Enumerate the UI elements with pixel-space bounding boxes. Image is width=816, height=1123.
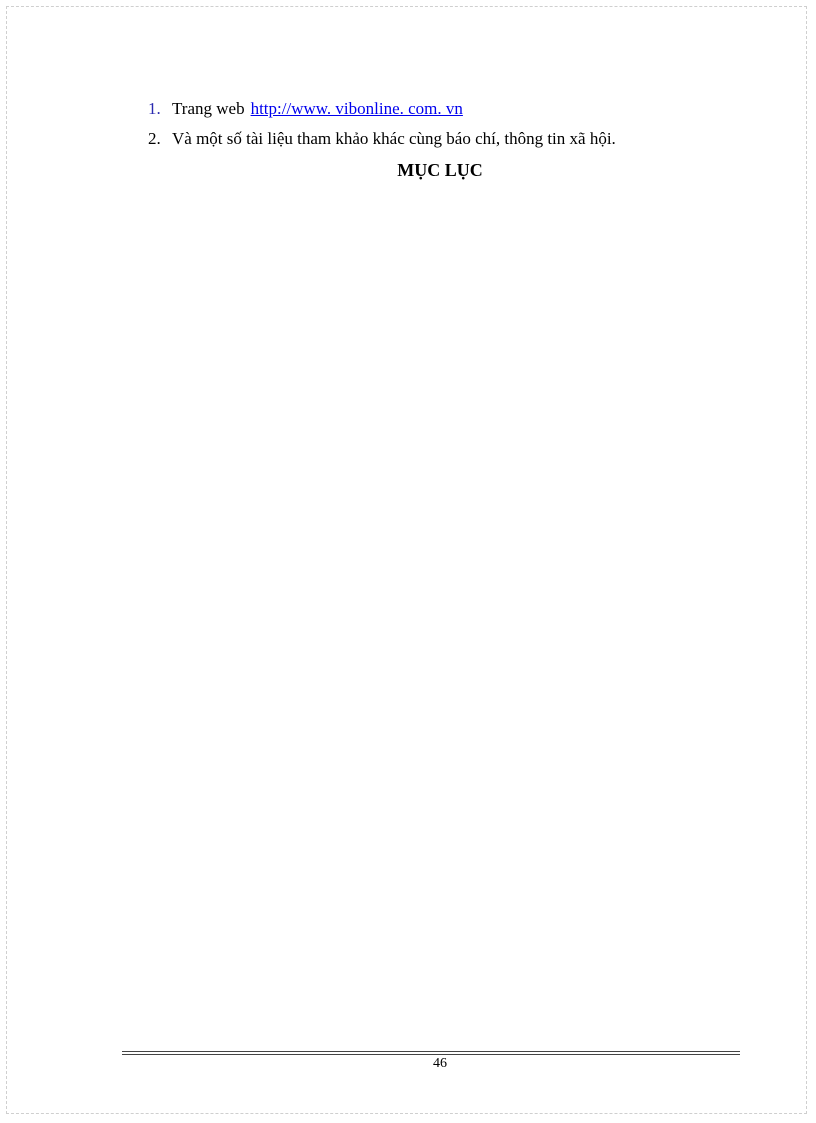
reference-label: Và một số tài liệu tham khảo khác cùng báo chí, thông tin xã hội.	[172, 129, 616, 148]
reference-number: 2.	[148, 129, 161, 148]
toc-title: MỤC LỤC	[397, 160, 483, 180]
reference-link[interactable]: http://www. vibonline. com. vn	[250, 99, 463, 118]
references-list	[148, 94, 748, 154]
footer-rule	[122, 1054, 740, 1055]
page-number: 46	[433, 1056, 447, 1071]
reference-label: Trang web	[172, 99, 245, 118]
reference-number: 1.	[148, 99, 161, 118]
reference-item	[148, 94, 748, 124]
footer-rule	[122, 1051, 740, 1052]
reference-item	[148, 124, 748, 154]
